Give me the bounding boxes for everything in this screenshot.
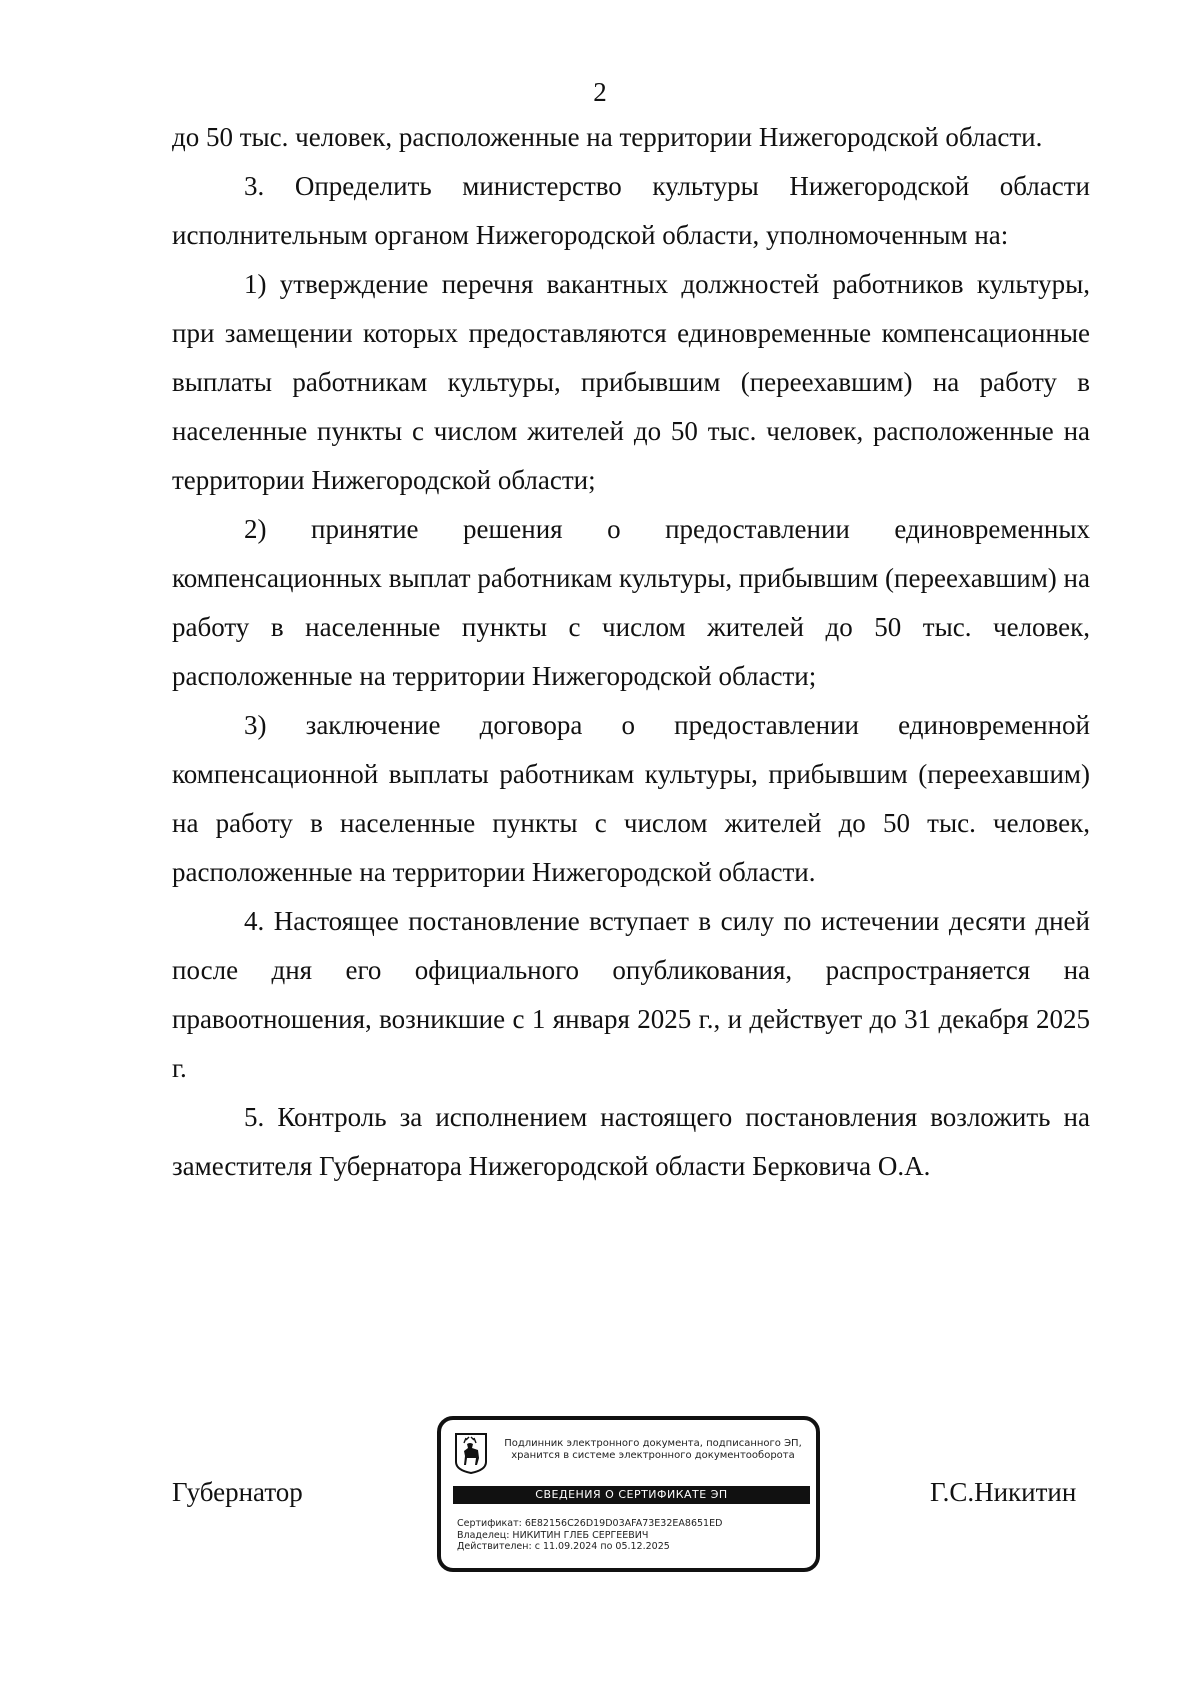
signer-position: Губернатор <box>172 1477 303 1507</box>
deer-emblem-icon <box>454 1432 488 1474</box>
electronic-signature-stamp <box>437 1416 820 1572</box>
stamp-header-line-2: хранится в системе электронного документооборота <box>511 1450 795 1461</box>
stamp-certificate: Сертификат: 6E82156C26D19D03AFA73E32EA8651ED <box>457 1518 723 1529</box>
stamp-details <box>457 1518 809 1553</box>
document-body <box>172 113 1090 1191</box>
stamp-header <box>493 1438 813 1462</box>
page-number: 2 <box>593 77 607 107</box>
signer-name: Г.С.Никитин <box>930 1477 1077 1507</box>
paragraph-continuation: до 50 тыс. человек, расположенные на территории Нижегородской области. <box>172 122 1043 152</box>
stamp-validity: Действителен: с 11.09.2024 по 05.12.2025 <box>457 1541 670 1552</box>
stamp-header-line-1: Подлинник электронного документа, подписанного ЭП, <box>504 1438 802 1449</box>
paragraph-item-3: 3. Определить министерство культуры Нижегородской области исполнительным органом Нижегородской области, уполномоченным на: <box>172 171 1090 250</box>
paragraph-subitem-3: 3) заключение договора о предоставлении единовременной компенсационной выплаты работникам культуры, прибывшим (переехавшим) на работу в населенные пункты с числом жителей до 50 тыс. человек, расположенные на территории Нижегородской области. <box>172 710 1090 887</box>
paragraph-item-4: 4. Настоящее постановление вступает в силу по истечении десяти дней после дня его официального опубликования, распространяется на правоотношения, возникшие с 1 января 2025 г., и действует до 31 декабря 2025 г. <box>172 906 1090 1083</box>
stamp-owner: Владелец: НИКИТИН ГЛЕБ СЕРГЕЕВИЧ <box>457 1529 649 1541</box>
paragraph-subitem-1: 1) утверждение перечня вакантных должностей работников культуры, при замещении которых предоставляются единовременные компенсационные выплаты работникам культуры, прибывшим (переехавшим) на работу в населенные пункты с числом жителей до 50 тыс. человек, расположенные на территории Нижегородской области; <box>172 269 1090 495</box>
stamp-title-bar: СВЕДЕНИЯ О СЕРТИФИКАТЕ ЭП <box>453 1486 810 1504</box>
paragraph-subitem-2: 2) принятие решения о предоставлении единовременных компенсационных выплат работникам культуры, прибывшим (переехавшим) на работу в населенные пункты с числом жителей до 50 тыс. человек, расположенные на территории Нижегородской области; <box>172 514 1090 691</box>
paragraph-item-5: 5. Контроль за исполнением настоящего постановления возложить на заместителя Губернатора Нижегородской области Берковича О.А. <box>172 1102 1090 1181</box>
